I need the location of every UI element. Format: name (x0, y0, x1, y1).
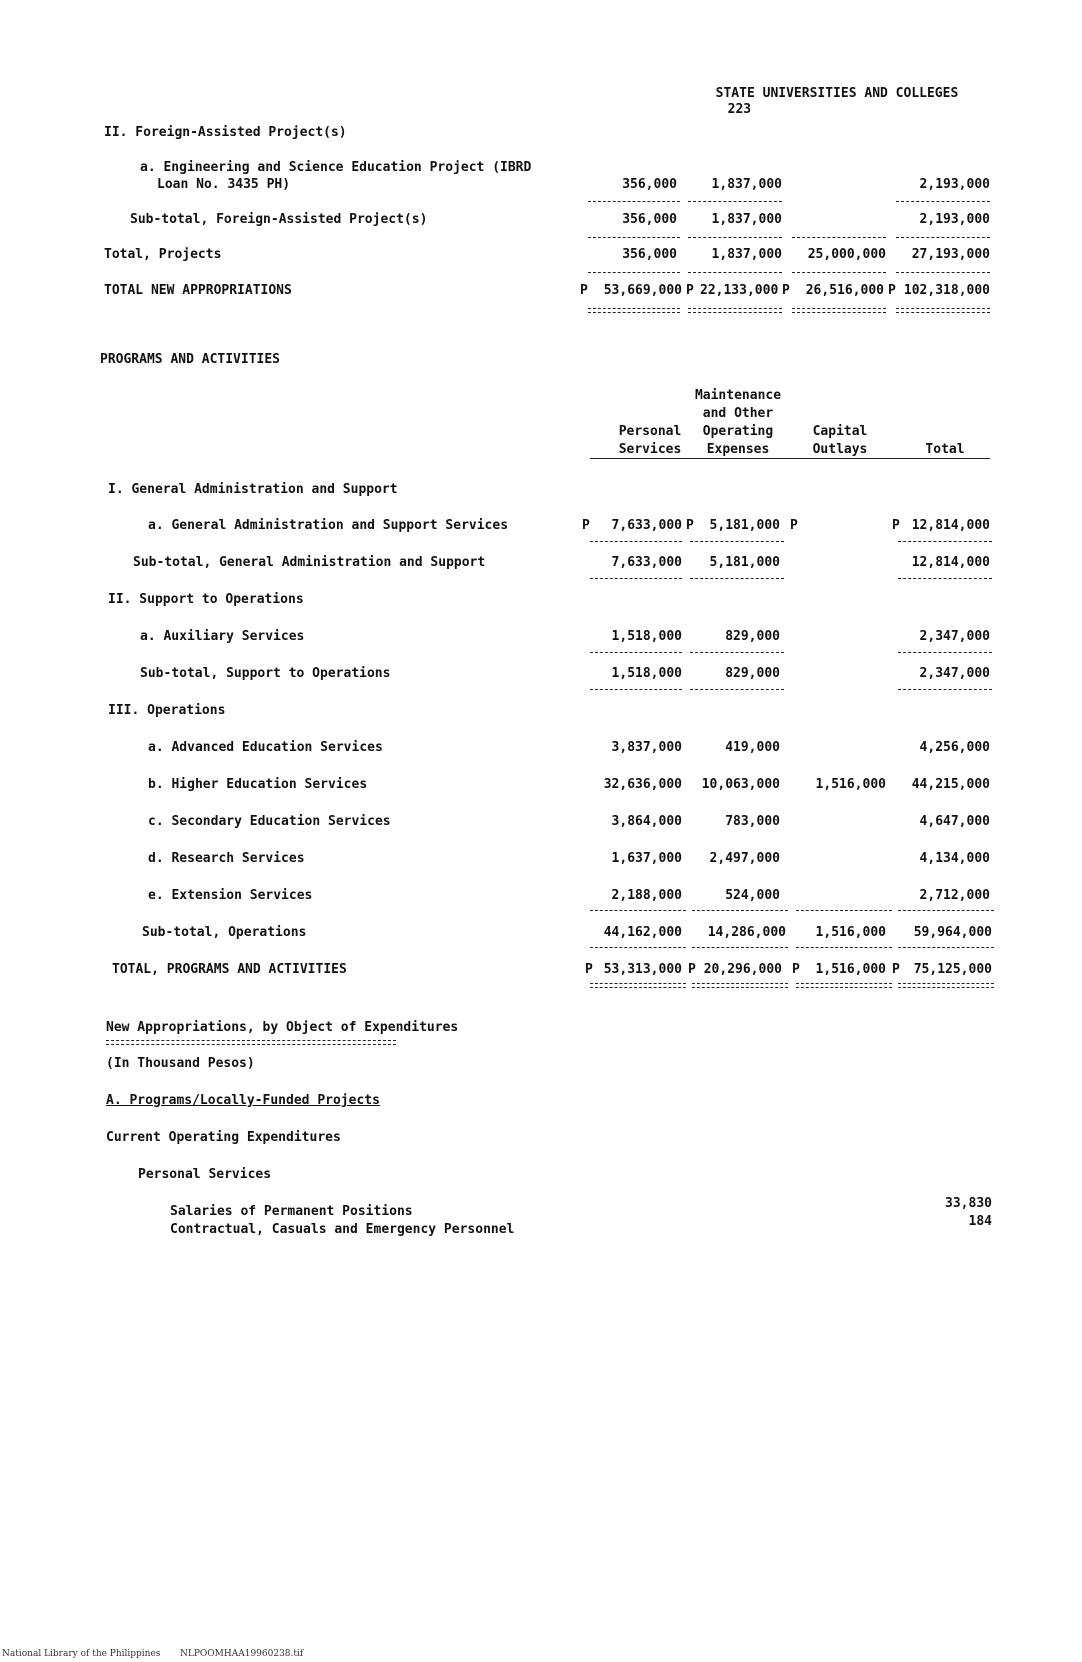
ops-item-label: e. Extension Services (148, 888, 313, 903)
foreign-subtotal-mooe: 1,837,000 (711, 212, 782, 227)
sto-subtotal-label: Sub-total, Support to Operations (140, 666, 391, 681)
ops-item-ps: 2,188,000 (611, 888, 682, 903)
foreign-subtotal-total: 2,193,000 (919, 212, 990, 227)
foreign-item-ps: 356,000 (622, 177, 677, 192)
rule (688, 272, 782, 273)
total-projects-total: 27,193,000 (911, 247, 990, 262)
grand-total-label: TOTAL, PROGRAMS AND ACTIVITIES (112, 962, 347, 977)
sto-heading: II. Support to Operations (108, 592, 304, 607)
double-rule (796, 983, 892, 988)
peso-sign: P (688, 962, 696, 977)
col-mooe-line3: Operating (702, 424, 774, 439)
section-title: A. Programs/Locally-Funded Projects (106, 1093, 380, 1108)
header-title: STATE UNIVERSITIES AND COLLEGES (715, 86, 959, 101)
ops-item-mooe: 2,497,000 (709, 851, 780, 866)
ops-item-mooe: 419,000 (725, 740, 780, 755)
rule (588, 272, 680, 273)
contractual-label: Contractual, Casuals and Emergency Personnel (170, 1222, 515, 1237)
rule (690, 652, 784, 653)
rule (590, 910, 686, 911)
rule (692, 910, 788, 911)
page-number: 223 (727, 102, 752, 117)
sto-item-label: a. Auxiliary Services (140, 629, 305, 644)
col-mooe-line4: Expenses (706, 442, 770, 457)
peso-sign: P (790, 518, 798, 533)
ops-heading: III. Operations (108, 703, 226, 718)
salaries-value: 33,830 (945, 1196, 992, 1211)
col-co-line2: Outlays (812, 442, 868, 457)
foreign-subtotal-label: Sub-total, Foreign-Assisted Project(s) (130, 212, 428, 227)
new-co: 26,516,000 (805, 283, 884, 298)
ops-item-total: 4,134,000 (919, 851, 990, 866)
ops-subtotal-mooe: 14,286,000 (707, 925, 786, 940)
unit-note: (In Thousand Pesos) (106, 1056, 255, 1071)
sto-item-total: 2,347,000 (919, 629, 990, 644)
gas-subtotal-total: 12,814,000 (911, 555, 990, 570)
ops-item-ps: 1,637,000 (611, 851, 682, 866)
gas-subtotal-label: Sub-total, General Administration and Support (133, 555, 486, 570)
ops-item-label: a. Advanced Education Services (148, 740, 383, 755)
total-projects-ps: 356,000 (622, 247, 677, 262)
rule (896, 201, 990, 202)
double-rule (692, 983, 788, 988)
rule (590, 652, 682, 653)
object-heading-underline (106, 1040, 396, 1045)
rule (590, 689, 682, 690)
double-rule (590, 983, 686, 988)
ops-item-ps: 3,837,000 (611, 740, 682, 755)
total-new-appropriations-label: TOTAL NEW APPROPRIATIONS (104, 283, 292, 298)
total-projects-label: Total, Projects (104, 247, 222, 262)
foreign-item-line2: Loan No. 3435 PH) (157, 177, 291, 192)
grand-total-total: 75,125,000 (913, 962, 992, 977)
rule (896, 237, 990, 238)
new-mooe: 22,133,000 (700, 283, 779, 298)
rule (690, 689, 784, 690)
ops-item-total: 4,256,000 (919, 740, 990, 755)
rule (792, 237, 886, 238)
ops-item-ps: 3,864,000 (611, 814, 682, 829)
gas-item-label: a. General Administration and Support Services (148, 518, 509, 533)
gas-heading: I. General Administration and Support (108, 482, 398, 497)
programs-heading: PROGRAMS AND ACTIVITIES (100, 352, 281, 367)
footer-file: NLPOOMHAA19960238.tif (180, 1649, 304, 1659)
col-mooe-line2: and Other (702, 406, 774, 421)
ops-subtotal-co: 1,516,000 (815, 925, 886, 940)
peso-sign: P (686, 283, 694, 298)
sto-item-ps: 1,518,000 (611, 629, 682, 644)
peso-sign: P (792, 962, 800, 977)
rule (898, 652, 992, 653)
sto-item-mooe: 829,000 (725, 629, 780, 644)
col-total: Total (925, 442, 965, 457)
ops-item-mooe: 10,063,000 (701, 777, 780, 792)
running-header (700, 70, 958, 118)
sto-subtotal-ps: 1,518,000 (611, 666, 682, 681)
foreign-item-total: 2,193,000 (919, 177, 990, 192)
ops-item-total: 4,647,000 (919, 814, 990, 829)
rule (898, 541, 992, 542)
foreign-heading: II. Foreign-Assisted Project(s) (104, 125, 347, 140)
rule (590, 947, 686, 948)
rule (688, 201, 782, 202)
ops-subtotal-total: 59,964,000 (913, 925, 992, 940)
sto-subtotal-total: 2,347,000 (919, 666, 990, 681)
peso-sign: P (686, 518, 694, 533)
grand-total-ps: 53,313,000 (603, 962, 682, 977)
new-ps: 53,669,000 (603, 283, 682, 298)
ops-item-co: 1,516,000 (815, 777, 886, 792)
double-rule (898, 983, 994, 988)
gas-subtotal-ps: 7,633,000 (611, 555, 682, 570)
rule (692, 947, 788, 948)
rule (688, 237, 782, 238)
gas-item-ps: 7,633,000 (611, 518, 682, 533)
col-co-line1: Capital (812, 424, 868, 439)
rule (690, 578, 784, 579)
ops-item-total: 44,215,000 (911, 777, 990, 792)
col-mooe-line1: Maintenance (694, 388, 782, 403)
peso-sign: P (892, 518, 900, 533)
rule (690, 541, 784, 542)
grand-total-mooe: 20,296,000 (703, 962, 782, 977)
foreign-subtotal-ps: 356,000 (622, 212, 677, 227)
rule (588, 237, 680, 238)
rule (896, 272, 990, 273)
salaries-label: Salaries of Permanent Positions (170, 1204, 413, 1219)
gas-item-total: 12,814,000 (911, 518, 990, 533)
rule (796, 910, 892, 911)
contractual-value: 184 (968, 1214, 992, 1229)
total-projects-co: 25,000,000 (807, 247, 886, 262)
peso-sign: P (582, 518, 590, 533)
sto-subtotal-mooe: 829,000 (725, 666, 780, 681)
rule (590, 578, 682, 579)
rule (588, 201, 680, 202)
gas-subtotal-mooe: 5,181,000 (709, 555, 780, 570)
foreign-item-line1: a. Engineering and Science Education Project (IBRD (140, 160, 532, 175)
object-heading: New Appropriations, by Object of Expenditures (106, 1020, 459, 1035)
ops-item-total: 2,712,000 (919, 888, 990, 903)
double-rule (588, 308, 680, 313)
rule (590, 541, 682, 542)
rule (898, 689, 992, 690)
footer-library: National Library of the Philippines (2, 1649, 161, 1659)
col-ps-line1: Personal (618, 424, 682, 439)
rule (898, 947, 994, 948)
peso-sign: P (892, 962, 900, 977)
ops-item-label: d. Research Services (148, 851, 305, 866)
foreign-item-mooe: 1,837,000 (711, 177, 782, 192)
ops-subtotal-label: Sub-total, Operations (142, 925, 307, 940)
peso-sign: P (585, 962, 593, 977)
gas-item-mooe: 5,181,000 (709, 518, 780, 533)
peso-sign: P (782, 283, 790, 298)
peso-sign: P (888, 283, 896, 298)
rule (898, 578, 992, 579)
rule (796, 947, 892, 948)
ops-item-mooe: 524,000 (725, 888, 780, 903)
new-total: 102,318,000 (903, 283, 990, 298)
ops-item-label: b. Higher Education Services (148, 777, 368, 792)
ops-item-ps: 32,636,000 (603, 777, 682, 792)
col-ps-line2: Services (618, 442, 682, 457)
double-rule (896, 308, 990, 313)
ops-item-mooe: 783,000 (725, 814, 780, 829)
current-operating-label: Current Operating Expenditures (106, 1130, 341, 1145)
double-rule (688, 308, 782, 313)
rule (898, 910, 994, 911)
header-underline (590, 458, 990, 459)
rule (792, 272, 886, 273)
ops-item-label: c. Secondary Education Services (148, 814, 391, 829)
ops-subtotal-ps: 44,162,000 (603, 925, 682, 940)
total-projects-mooe: 1,837,000 (711, 247, 782, 262)
personal-services-label: Personal Services (138, 1167, 272, 1182)
double-rule (792, 308, 886, 313)
grand-total-co: 1,516,000 (815, 962, 886, 977)
peso-sign: P (580, 283, 588, 298)
